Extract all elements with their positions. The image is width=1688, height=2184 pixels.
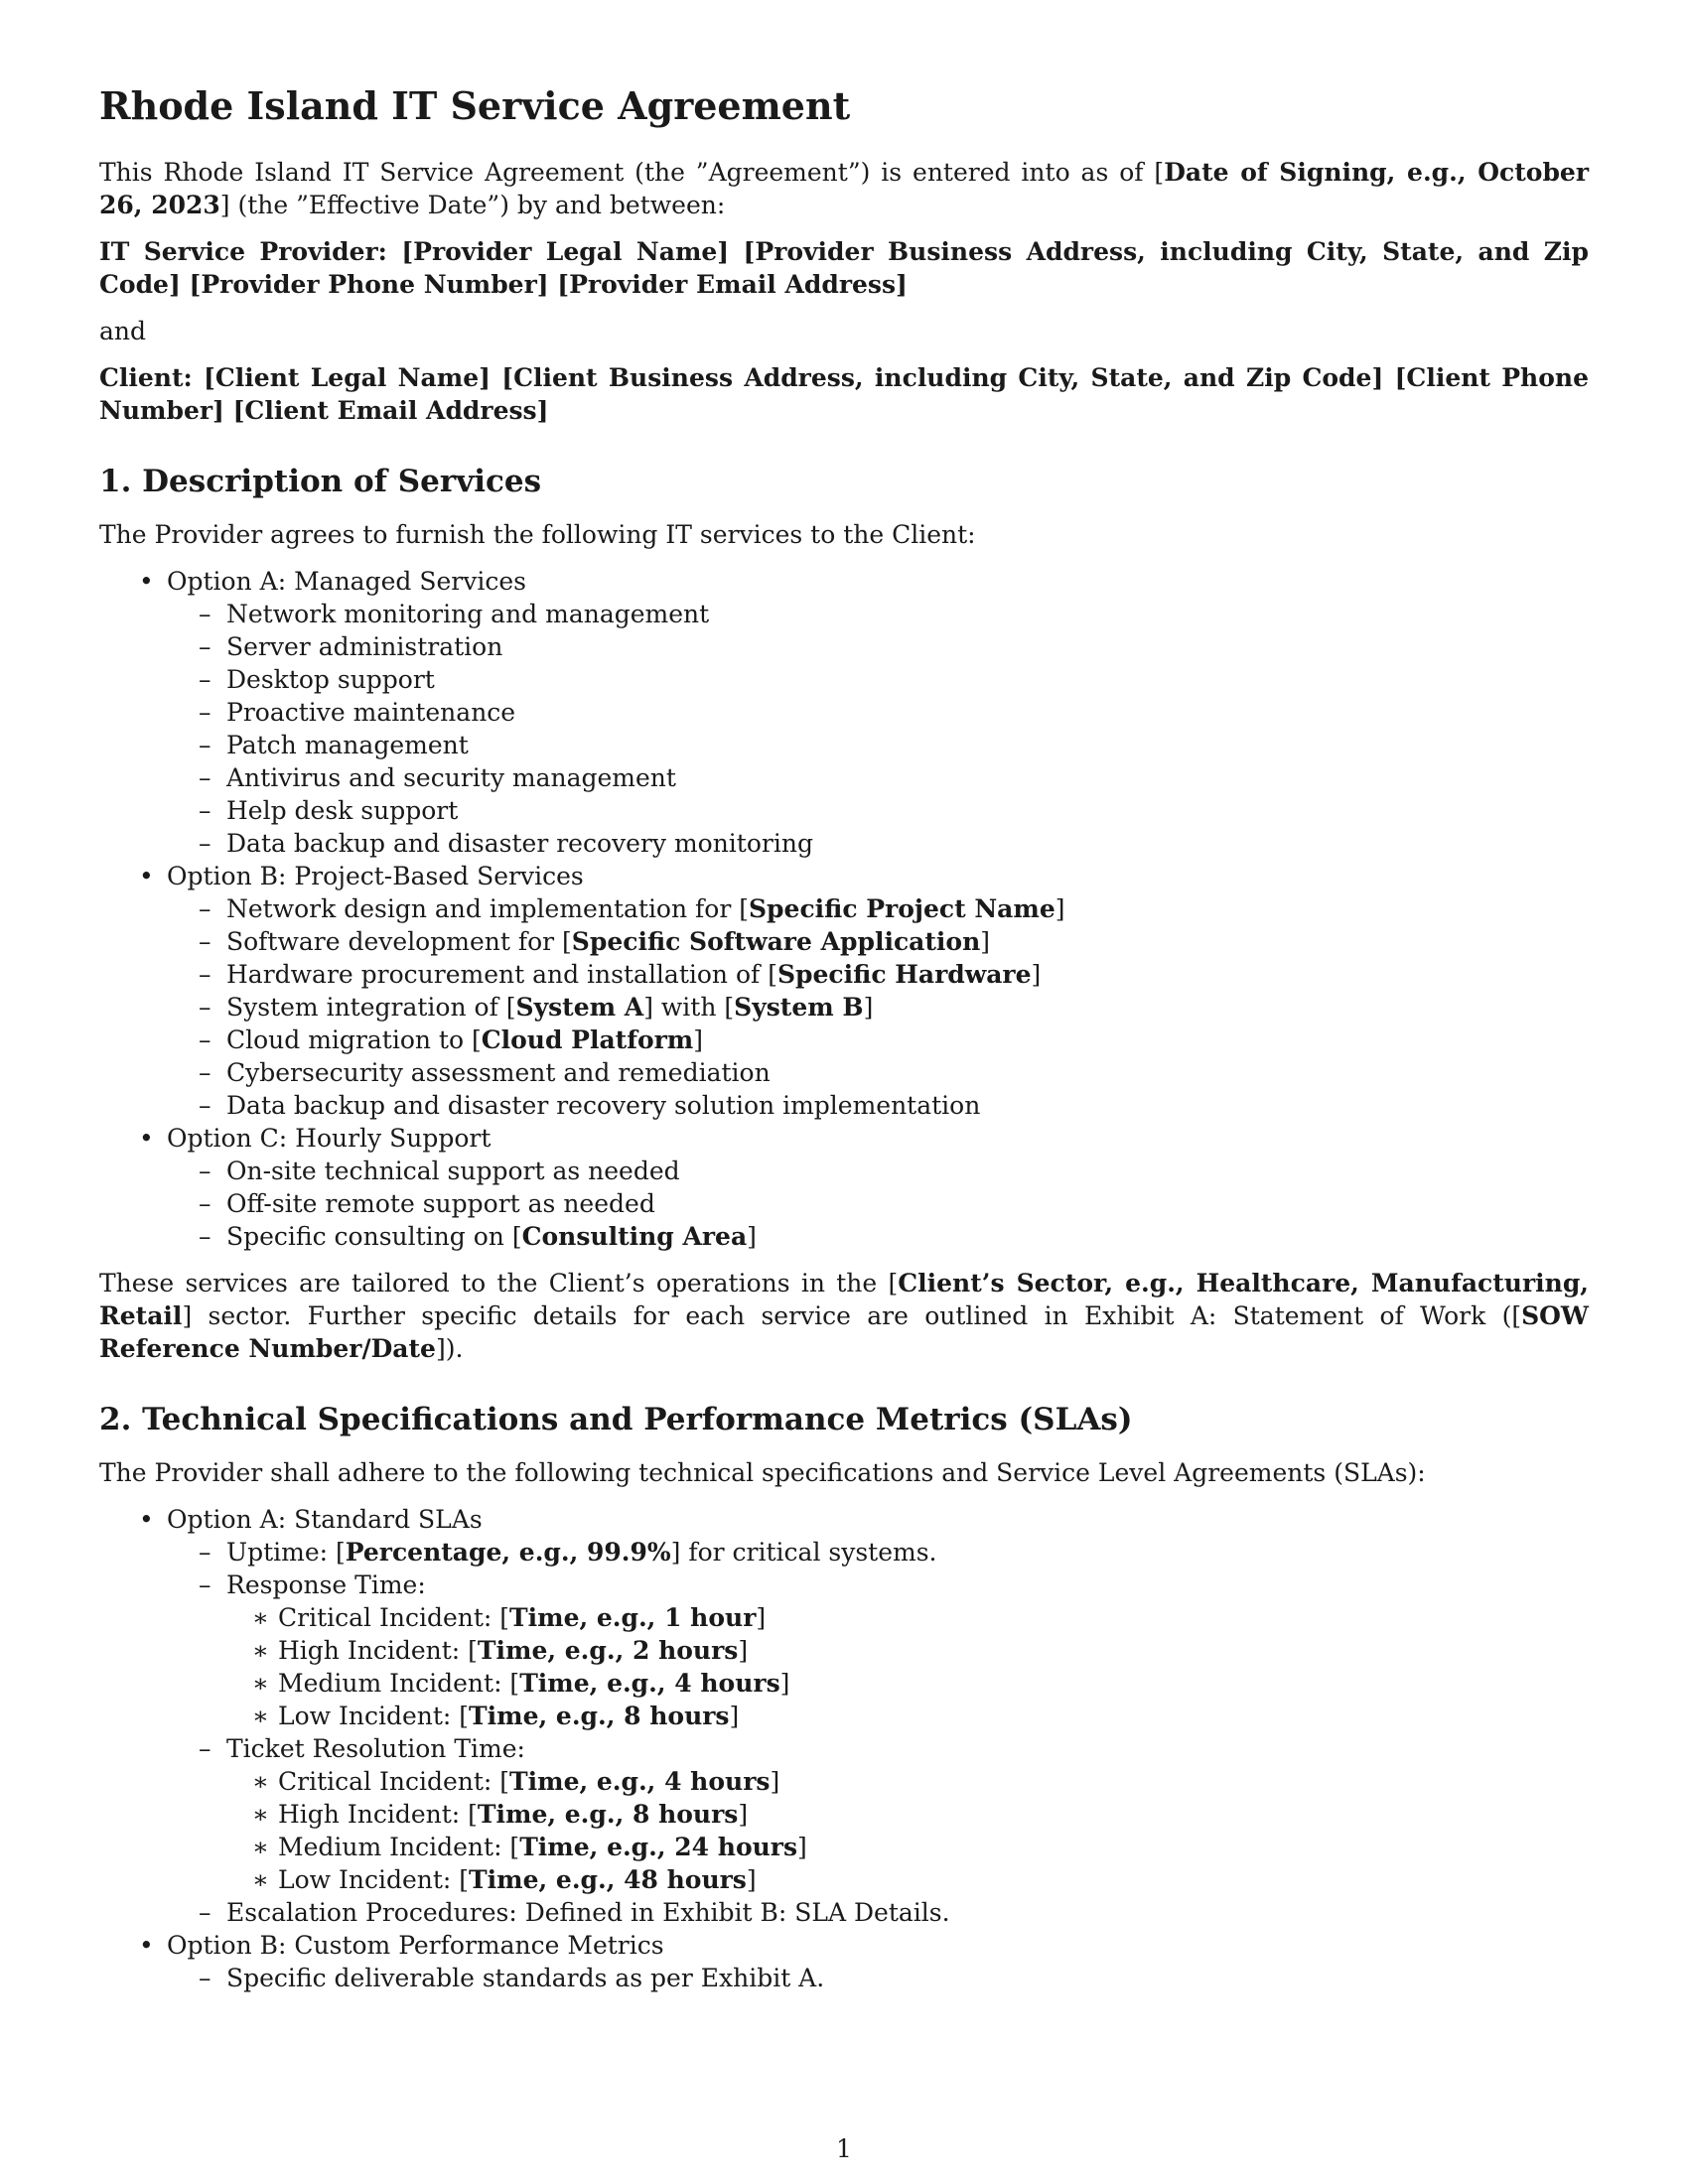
project-services-list: [167, 892, 1589, 1122]
hourly-support-list: [167, 1155, 1589, 1253]
list-item: [167, 1732, 1589, 1896]
list-item: – System integration of [System A] with [System B]: [167, 991, 1589, 1024]
sow-reference-placeholder: SOW Reference Number/Date: [99, 1301, 1589, 1363]
provider-block: IT Service Provider: [Provider Legal Name] [Provider Business Address, including City, State, and Zip Code] [Provider Phone Number] [Provider Email Address]: [99, 237, 1589, 299]
list-item: ∗ Medium Incident: [Time, e.g., 4 hours]: [226, 1667, 1589, 1700]
response-time-list: [226, 1601, 1589, 1732]
list-item: – Cybersecurity assessment and remediation: [167, 1056, 1589, 1089]
list-item: – Cloud migration to [Cloud Platform]: [167, 1024, 1589, 1056]
list-item: – Data backup and disaster recovery solution implementation: [167, 1089, 1589, 1122]
system-b-placeholder: System B: [734, 993, 864, 1022]
list-item: – Network monitoring and management: [167, 598, 1589, 630]
list-item: ∗ High Incident: [Time, e.g., 8 hours]: [226, 1798, 1589, 1831]
list-item: – Specific deliverable standards as per Exhibit A.: [167, 1962, 1589, 1994]
list-item: – Help desk support: [167, 794, 1589, 827]
list-item: ∗ High Incident: [Time, e.g., 2 hours]: [226, 1634, 1589, 1667]
list-item: – Network design and implementation for [Specific Project Name]: [167, 892, 1589, 925]
sla-list: [99, 1503, 1589, 1994]
client-label: Client:: [99, 363, 193, 392]
and-text: and: [99, 317, 147, 345]
consulting-area-placeholder: Consulting Area: [521, 1222, 748, 1251]
client-phone-placeholder: Client Phone Number: [99, 363, 1589, 425]
cloud-platform-placeholder: Cloud Platform: [481, 1025, 694, 1054]
sla-option-a-label: Option A: Standard SLAs: [167, 1505, 483, 1534]
uptime-placeholder: Percentage, e.g., 99.9%: [345, 1538, 671, 1567]
list-item: [99, 1503, 1589, 1929]
section-1-intro: The Provider agrees to furnish the following IT services to the Client:: [99, 520, 976, 549]
resolution-time-list: [226, 1765, 1589, 1896]
date-placeholder: Date of Signing, e.g., October 26, 2023: [99, 158, 1589, 219]
document-title: Rhode Island IT Service Agreement: [99, 83, 851, 128]
section-2-heading: 2. Technical Specifications and Performance Metrics (SLAs): [99, 1402, 1133, 1437]
services-list: [99, 565, 1589, 1253]
intro-paragraph: [99, 156, 1589, 221]
section-1-closing: These services are tailored to the Client’s operations in the [Client’s Sector, e.g., Healthcare, Manufacturing, Retail] sector. Further specific details for each service are outlined in Exhibit A: Statement of Work ([SOW Reference Number/Date]).: [99, 1269, 1590, 1363]
list-item: – Desktop support: [167, 663, 1589, 696]
list-item: – Antivirus and security management: [167, 761, 1589, 794]
response-time-label: Response Time:: [226, 1570, 426, 1599]
system-a-placeholder: System A: [515, 993, 644, 1022]
list-item: ∗ Low Incident: [Time, e.g., 48 hours]: [226, 1863, 1589, 1896]
provider-name-placeholder: Provider Legal Name: [413, 237, 718, 266]
custom-metrics-list: [167, 1962, 1589, 1994]
software-placeholder: Specific Software Application: [571, 927, 981, 956]
intro-text: This Rhode Island IT Service Agreement (the ”Agreement”) is entered into as of [: [99, 158, 1165, 187]
list-item: [99, 565, 1589, 860]
provider-address-placeholder: Provider Business Address, including City, State, and Zip Code: [99, 237, 1589, 299]
section-2-intro: The Provider shall adhere to the following technical specifications and Service Level Agreements (SLAs):: [99, 1458, 1426, 1487]
list-item: – Escalation Procedures: Defined in Exhibit B: SLA Details.: [167, 1896, 1589, 1929]
list-item: – Data backup and disaster recovery monitoring: [167, 827, 1589, 860]
list-item: – Server administration: [167, 630, 1589, 663]
client-name-placeholder: Client Legal Name: [214, 363, 480, 392]
list-item: – Software development for [Specific Software Application]: [167, 925, 1589, 958]
list-item: – Patch management: [167, 729, 1589, 761]
list-item: [99, 860, 1589, 1122]
list-item: ∗ Critical Incident: [Time, e.g., 4 hours]: [226, 1765, 1589, 1798]
option-a-label: Option A: Managed Services: [167, 567, 526, 596]
provider-label: IT Service Provider:: [99, 237, 387, 266]
intro-text: ] (the ”Effective Date”) by and between:: [219, 191, 726, 219]
list-item: – Hardware procurement and installation of [Specific Hardware]: [167, 958, 1589, 991]
resolution-time-label: Ticket Resolution Time:: [226, 1734, 525, 1763]
list-item: – Off-site remote support as needed: [167, 1187, 1589, 1220]
project-name-placeholder: Specific Project Name: [749, 894, 1055, 923]
hardware-placeholder: Specific Hardware: [776, 960, 1032, 989]
client-address-placeholder: Client Business Address, including City, State, and Zip Code: [513, 363, 1372, 392]
document-page: [99, 84, 1589, 2008]
list-item: – Proactive maintenance: [167, 696, 1589, 729]
client-email-placeholder: Client Email Address: [244, 396, 537, 425]
sla-option-b-label: Option B: Custom Performance Metrics: [167, 1931, 664, 1960]
list-item: [167, 1569, 1589, 1732]
section-1-heading: 1. Description of Services: [99, 464, 542, 499]
managed-services-list: [167, 598, 1589, 860]
list-item: [99, 1122, 1589, 1253]
list-item: ∗ Low Incident: [Time, e.g., 8 hours]: [226, 1700, 1589, 1732]
list-item: – Specific consulting on [Consulting Area]: [167, 1220, 1589, 1253]
list-item: ∗ Medium Incident: [Time, e.g., 24 hours]: [226, 1831, 1589, 1863]
standard-sla-list: [167, 1536, 1589, 1929]
list-item: – Uptime: [Percentage, e.g., 99.9%] for critical systems.: [167, 1536, 1589, 1569]
option-b-label: Option B: Project-Based Services: [167, 862, 584, 890]
option-c-label: Option C: Hourly Support: [167, 1124, 492, 1153]
provider-email-placeholder: Provider Email Address: [569, 270, 897, 299]
provider-phone-placeholder: Provider Phone Number: [201, 270, 537, 299]
page-number: 1: [836, 2134, 852, 2163]
client-sector-placeholder: Client’s Sector, e.g., Healthcare, Manufacturing, Retail: [99, 1269, 1590, 1330]
list-item: ∗ Critical Incident: [Time, e.g., 1 hour]: [226, 1601, 1589, 1634]
list-item: – On-site technical support as needed: [167, 1155, 1589, 1187]
client-block: Client: [Client Legal Name] [Client Business Address, including City, State, and Zip Code] [Client Phone Number] [Client Email Address]: [99, 363, 1589, 425]
list-item: [99, 1929, 1589, 1994]
